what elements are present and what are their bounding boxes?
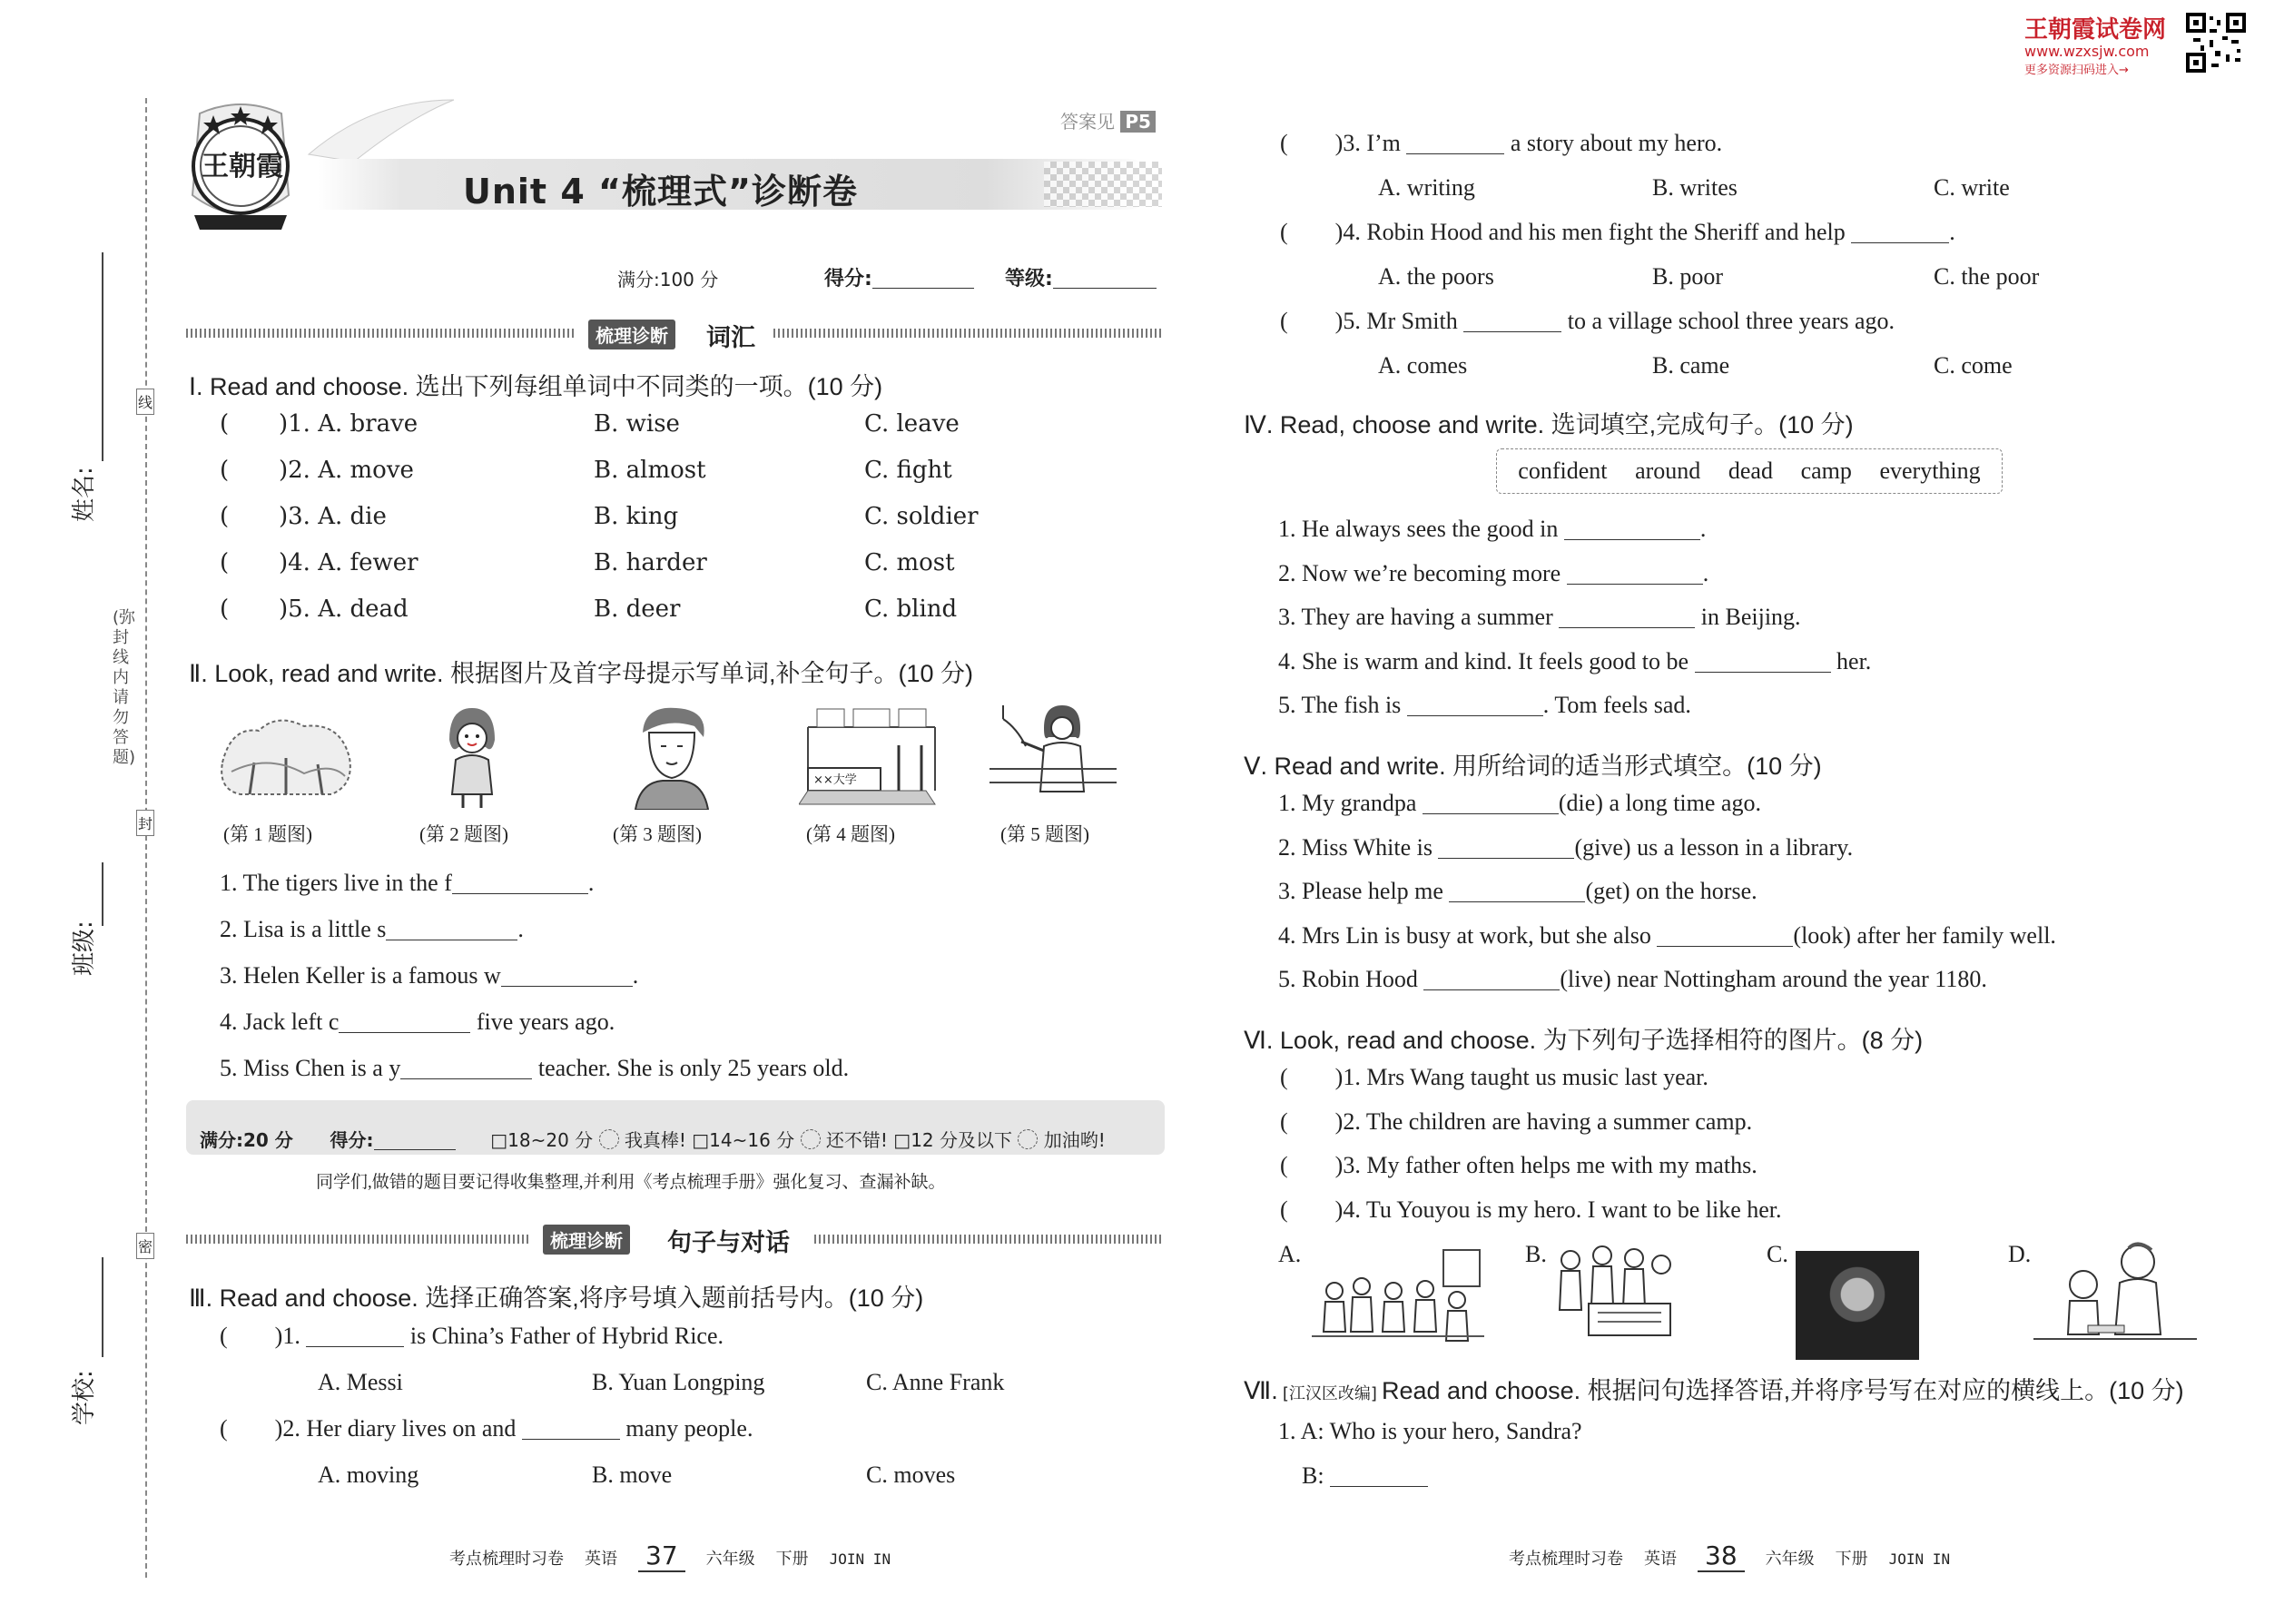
sentence-start: 1. My grandpa [1278,790,1417,816]
forest-picture [213,708,359,808]
answer-paren[interactable]: ( [1280,308,1288,334]
sentence-start: 3. Please help me [1278,878,1443,904]
sentence-end: (give) us a lesson in a library. [1574,833,1854,861]
option-a: A. Messi [318,1369,403,1395]
question-end: is China’s Father of Hybrid Rice. [404,1323,724,1349]
tu-youyou-photo [1796,1251,1919,1360]
answer-blank[interactable] [1330,1462,1428,1487]
s7-source: [江汉区改编] [1282,1384,1377,1403]
option-a: A. comes [1378,352,1468,379]
option-b: B. move [592,1462,673,1488]
university-picture [799,704,944,809]
option-b: B. almost [594,457,706,484]
option-a: A. the poors [1378,263,1494,290]
item-text: )1. Mrs Wang taught us music last year. [1334,1064,1708,1090]
binding-mark-xian: 线 [136,389,154,415]
answer-paren[interactable]: ( [1280,130,1288,156]
bar-score-label: 得分: [330,1129,374,1151]
bar-score-blank[interactable] [374,1131,456,1150]
answer-paren[interactable]: ( [220,595,230,623]
s4-title: Ⅳ. Read, choose and write. 选词填空,完成句子。(10 分) [1244,411,1854,438]
s5-line [1278,790,2056,834]
little-girl-picture [436,704,508,812]
s3-title: Ⅲ. Read and choose. 选择正确答案,将序号填入题前括号内。(10 分) [189,1284,924,1312]
s4-line [1278,648,1871,693]
footer-book: 考点梳理时习卷 [1509,1550,1623,1568]
option-a: )5. A. dead [279,595,409,623]
school-label: 学校: [71,1370,98,1425]
section-title-vocab: 词汇 [706,324,755,352]
brand-block [2024,11,2167,77]
item-text: )3. My father often helps me with my maths. [1334,1152,1757,1178]
option-c: C. Anne Frank [866,1369,1005,1395]
binding-mark-mi: 密 [136,1233,154,1259]
grade-field[interactable] [1005,263,1157,291]
footer-subject: 英语 [585,1550,617,1568]
s5-lines [1278,790,2056,1010]
answer-blank[interactable] [1438,834,1574,859]
answer-ref-label: 答案见 [1060,111,1115,133]
music-class-picture [1307,1245,1489,1350]
score-label: 得分: [824,268,872,290]
option-c: C. most [864,549,955,576]
answer-blank[interactable] [1423,966,1560,990]
option-c: C. blind [864,595,958,623]
sentence-start: 5. Robin Hood [1278,966,1418,992]
sentence-start: 2. Now we’re becoming more [1278,559,1561,586]
question-start: )4. Robin Hood and his men fight the Sheriff and help [1334,219,1846,245]
summer-camp-picture [1543,1242,1689,1346]
s3-q2 [220,1415,753,1442]
caption-5: (第 5 题图) [1000,823,1089,845]
answer-blank[interactable] [400,1055,532,1079]
s6-item [1280,1196,1782,1241]
s4-line [1278,604,1871,648]
sentence-end: (die) a long time ago. [1558,790,1761,816]
answer-blank[interactable] [501,962,633,987]
question-start: )5. Mr Smith [1334,308,1458,334]
sentence-start: 2. Lisa is a little s [220,916,387,942]
binding-dashed-line [145,98,147,1578]
bar-remark-1: 我真棒! [624,1129,686,1151]
answer-paren[interactable]: ( [220,1415,228,1442]
answer-blank[interactable] [1564,516,1700,540]
s3-q3 [1280,130,1722,157]
footer-book: 考点梳理时习卷 [449,1550,564,1568]
reminder-text: 同学们,做错的题目要记得收集整理,并利用《考点梳理手册》强化复习、查漏补缺。 [316,1173,946,1192]
caption-2: (第 2 题图) [419,823,508,845]
divider-left-2 [186,1235,531,1244]
s3-q4 [1280,219,1955,246]
s1-title: Ⅰ. Read and choose. 选出下列每组单词中不同类的一项。(10 分) [189,373,883,400]
binding-line-name [102,252,103,461]
name-label: 姓名: [71,467,98,522]
s4-line [1278,692,1871,736]
caption-1: (第 1 题图) [223,823,312,845]
s7-number: Ⅶ. [1244,1377,1278,1404]
word-bank [1496,448,2003,494]
sentence-end: . [1702,559,1709,586]
word-option: dead [1728,458,1773,484]
answer-blank[interactable] [1463,308,1561,332]
option-c: C. leave [864,410,960,438]
young-teacher-picture [989,701,1117,810]
divider-right [773,329,1162,338]
answer-blank[interactable] [1559,604,1695,628]
s2-line [220,916,849,962]
s6-item [1280,1064,1782,1108]
answer-ref [1060,107,1156,133]
item-text: )4. Tu Youyou is my hero. I want to be like her. [1334,1196,1782,1223]
answer-paren[interactable]: ( [220,1323,228,1349]
binding-mark-feng: 封 [136,810,154,836]
question-start: )2. Her diary lives on and [274,1415,517,1442]
brand-promo: 更多资源扫码进入→ [2024,64,2129,77]
s6-title: Ⅵ. Look, read and choose. 为下列句子选择相符的图片。(8 分) [1244,1027,1924,1054]
sentence-end: (get) on the horse. [1585,878,1757,904]
option-a: )4. A. fewer [279,549,418,576]
s5-line [1278,922,2056,967]
s2-line [220,1055,849,1101]
option-c: C. come [1934,352,2013,379]
footer-volume: 下册 [775,1550,809,1568]
answer-blank[interactable] [1567,560,1703,585]
sentence-end: (look) after her family well. [1793,921,2056,949]
s2-title: Ⅱ. Look, read and write. 根据图片及首字母提示写单词,补全句子。(10 分) [189,660,973,687]
sentence-end: five years ago. [470,1009,615,1035]
sentence-start: 3. Helen Keller is a famous w [220,962,501,989]
option-a: )1. A. brave [279,410,418,438]
sentence-end: in Beijing. [1695,604,1801,630]
option-a: A. writing [1378,174,1475,201]
answer-paren[interactable]: ( [1280,1107,1288,1135]
answer-blank[interactable] [1423,790,1559,814]
s2-lines [220,870,849,1101]
sentence-start: 4. Jack left c [220,1009,340,1035]
smile-icon [599,1129,619,1149]
option-c: C. moves [866,1462,956,1488]
university-sign-text: ××大学 [813,773,857,787]
sentence-start: 1. He always sees the good in [1278,516,1559,542]
bar-remark-3: 加油哟! [1043,1129,1106,1151]
answer-blank[interactable] [1407,692,1543,716]
footer-subject: 英语 [1644,1550,1677,1568]
footer-volume: 下册 [1835,1550,1868,1568]
option-c: C. soldier [864,503,979,530]
s2-line [220,1009,849,1055]
brand-site: 王朝霞试卷网 [2024,16,2167,44]
option-b: B. writes [1652,174,1738,201]
page-number-left: 37 [638,1540,685,1572]
father-helping-picture [2033,1239,2197,1353]
answer-paren[interactable]: ( [1280,1152,1288,1178]
answer-blank[interactable] [1406,130,1504,154]
sentence-end: . [517,916,524,942]
s1-item [220,595,958,642]
caption-4: (第 4 题图) [806,823,895,845]
footer-edition: JOIN IN [829,1550,891,1568]
word-option: around [1635,458,1701,484]
s6-items [1280,1064,1782,1240]
s6-item [1280,1152,1782,1196]
answer-blank[interactable] [452,870,588,894]
option-c: C. write [1934,174,2010,201]
option-b: B. poor [1652,263,1723,290]
answer-ref-page: P5 [1120,111,1156,133]
option-b: B. came [1652,352,1730,379]
s7-answer [1302,1462,1428,1490]
option-a: )3. A. die [279,503,387,530]
item-text: )2. The children are having a summer camp. [1334,1107,1753,1135]
s2-line [220,962,849,1009]
footer-left [449,1540,891,1570]
grade-blank[interactable] [1053,268,1157,289]
s1-list [220,410,979,642]
caption-3: (第 3 题图) [613,823,702,845]
section-title-dialog: 句子与对话 [667,1229,790,1257]
answer-blank[interactable] [522,1415,620,1440]
full-score: 满分:100 分 [617,269,719,290]
bar-option-2[interactable]: □14~16 分 [692,1129,795,1151]
divider-right-2 [814,1235,1162,1244]
answer-paren[interactable]: ( [220,457,230,484]
s2-line [220,870,849,916]
answer-paren[interactable]: ( [1280,219,1288,245]
option-a: )2. A. move [279,457,414,484]
ribbon-decoration [300,91,463,163]
bar-full-score: 满分:20 分 [200,1129,293,1151]
divider-left [186,329,576,338]
s7-answer-label: B: [1302,1462,1324,1489]
section-tag-2: 梳理诊断 [543,1225,630,1255]
answer-blank[interactable] [306,1323,404,1347]
sentence-start: 4. Mrs Lin is busy at work, but she also [1278,921,1651,949]
answer-paren[interactable]: ( [1280,1064,1288,1090]
s7-title-text: Read and choose. 根据问句选择答语,并将序号写在对应的横线上。(10 分) [1381,1377,2184,1404]
answer-blank[interactable] [339,1009,470,1033]
option-label-d: D. [2008,1241,2032,1267]
s1-item [220,410,960,457]
question-end: many people. [619,1415,753,1442]
word-option: everything [1879,458,1981,484]
footer-grade: 六年级 [705,1550,755,1568]
s5-line [1278,834,2056,879]
score-field[interactable] [824,263,974,291]
sentence-start: 5. The fish is [1278,692,1402,718]
sentence-end: teacher. She is only 25 years old. [532,1055,850,1081]
neutral-icon [801,1129,821,1149]
score-bar-content [200,1126,1106,1152]
answer-blank[interactable] [1657,922,1793,947]
binding-line-school [102,1257,103,1357]
sentence-start: 5. Miss Chen is a y [220,1055,401,1081]
option-label-a: A. [1278,1241,1302,1267]
answer-blank[interactable] [1851,219,1949,243]
qr-code-icon [2186,13,2246,73]
question-start: )1. [274,1323,300,1349]
s1-item [220,549,955,595]
answer-paren[interactable]: ( [220,503,230,530]
answer-blank[interactable] [386,916,517,940]
option-b: B. deer [594,595,681,623]
option-b: B. king [594,503,679,530]
s5-line [1278,966,2056,1010]
answer-paren[interactable]: ( [1280,1196,1288,1223]
sentence-start: 2. Miss White is [1278,833,1433,861]
answer-paren[interactable]: ( [220,410,230,438]
bar-option-3[interactable]: □12 分及以下 [893,1129,1012,1151]
binding-notice: (弥封线内请勿答题) [113,608,136,767]
question-end: to a village school three years ago. [1561,308,1895,334]
sentence-end: . [632,962,639,989]
option-b: B. wise [594,410,680,438]
bar-remark-2: 还不错! [825,1129,888,1151]
option-c: C. the poor [1934,263,2040,290]
checker-decoration [1044,162,1162,207]
option-label-b: B. [1525,1241,1547,1267]
sentence-end: her. [1830,647,1872,674]
footer-edition: JOIN IN [1888,1550,1951,1568]
s1-item [220,457,952,503]
sentence-end: . [1699,516,1707,542]
answer-paren[interactable]: ( [220,549,230,576]
s5-title: Ⅴ. Read and write. 用所给词的适当形式填空。(10 分) [1244,753,1822,780]
bar-option-1[interactable]: □18~20 分 [490,1129,594,1151]
option-label-c: C. [1767,1241,1788,1267]
grade-label: 等级: [1005,268,1053,290]
page-number-right: 38 [1698,1540,1745,1572]
s4-lines [1278,516,1871,736]
word-option: confident [1518,458,1608,484]
sentence-start: 1. The tigers live in the f [220,870,452,896]
option-b: B. harder [594,549,707,576]
sentence-end: . [587,870,595,896]
footer-grade: 六年级 [1765,1550,1815,1568]
binding-line-class [102,862,103,926]
s6-item [1280,1108,1782,1153]
cheer-icon [1018,1129,1038,1149]
page-title: Unit 4 “梳理式”诊断卷 [463,172,858,212]
s7-question: 1. A: Who is your hero, Sandra? [1278,1418,1582,1444]
section-tag-1: 梳理诊断 [588,320,675,349]
option-b: B. Yuan Longping [592,1369,765,1395]
question-start: )3. I’m [1334,130,1401,156]
brand-url: www.wzxsjw.com [2024,43,2150,60]
s3-q1 [220,1323,724,1350]
sentence-end: . Tom feels sad. [1542,692,1691,718]
sentence-start: 4. She is warm and kind. It feels good to be [1278,647,1689,674]
s4-line [1278,560,1871,605]
s1-item [220,503,979,549]
answer-blank[interactable] [1695,648,1831,673]
s4-line [1278,516,1871,560]
score-blank[interactable] [872,268,974,289]
writer-picture [626,701,717,810]
logo-text: 王朝霞 [202,151,283,182]
s3-q5 [1280,308,1895,335]
s7-title [1244,1371,2184,1406]
footer-right [1509,1540,1950,1570]
class-label: 班级: [71,920,98,976]
sentence-start: 3. They are having a summer [1278,604,1553,630]
question-end: a story about my hero. [1504,130,1723,156]
sentence-end: (live) near Nottingham around the year 1180. [1560,966,1987,992]
option-c: C. fight [864,457,952,484]
s5-line [1278,878,2056,922]
option-a: A. moving [318,1462,419,1488]
question-end: . [1949,219,1955,245]
word-option: camp [1800,458,1852,484]
answer-blank[interactable] [1449,878,1585,902]
